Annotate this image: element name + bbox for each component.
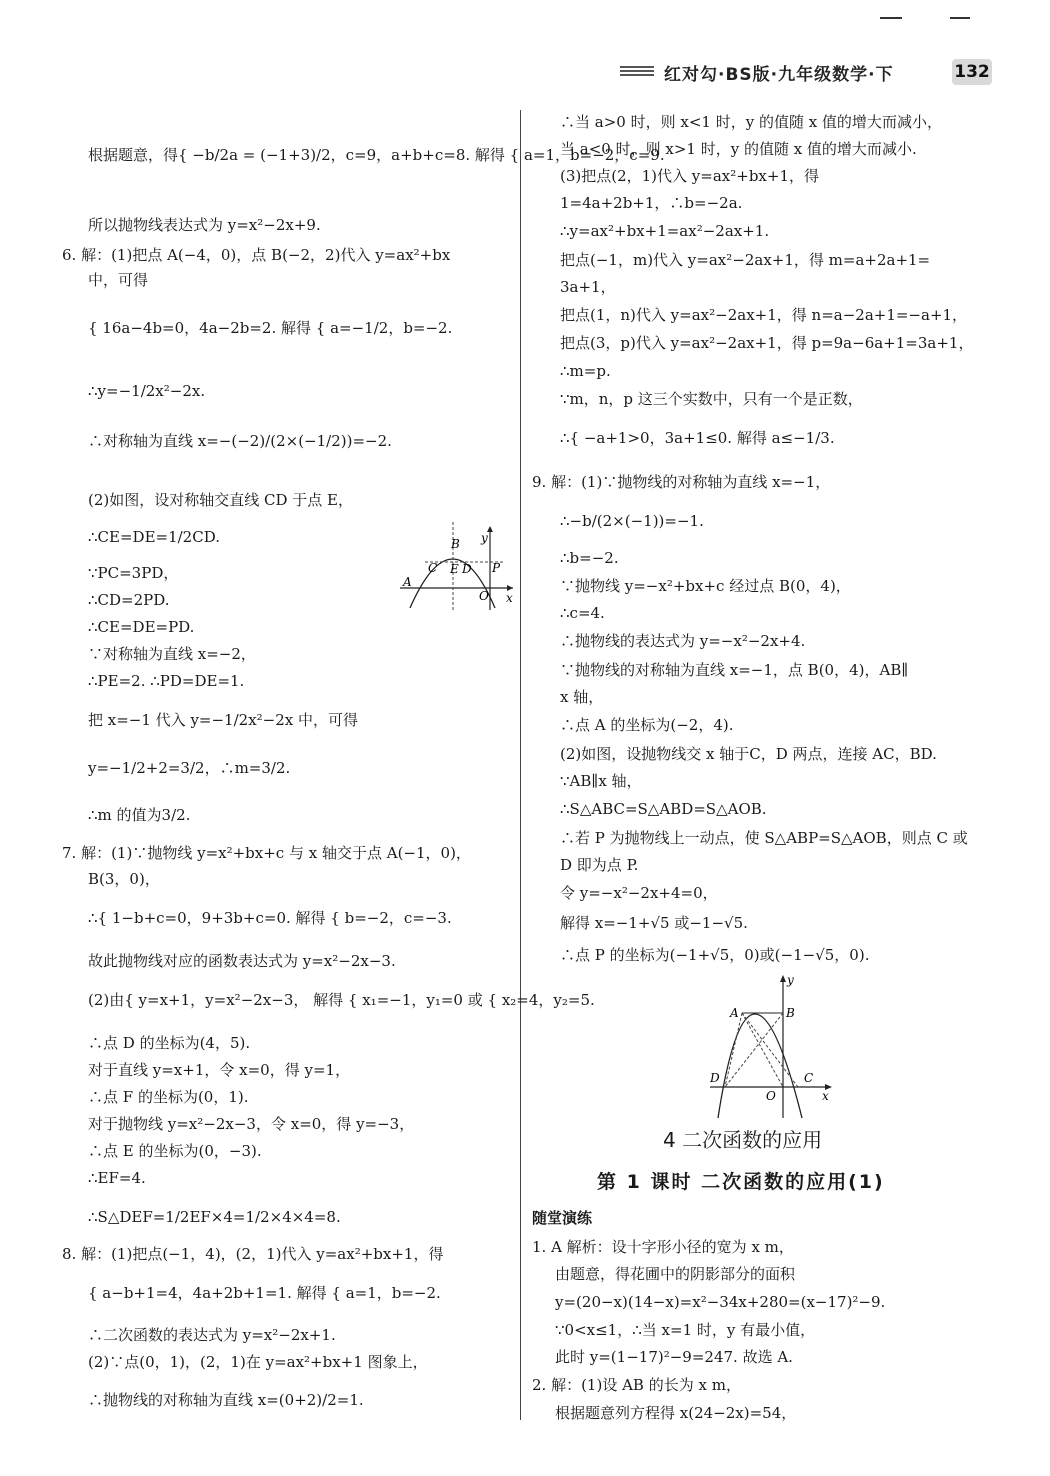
label-y: y xyxy=(787,973,794,987)
text-line: ∵AB∥x 轴， xyxy=(560,772,642,790)
text-line: ∵0<x≤1，∴当 x=1 时，y 有最小值， xyxy=(555,1321,816,1339)
text-line: 对于抛物线 y=x²−2x−3，令 x=0，得 y=−3， xyxy=(88,1115,415,1133)
text-line: ∴点 A 的坐标为(−2，4). xyxy=(560,716,734,734)
text-line: 对于直线 y=x+1，令 x=0，得 y=1， xyxy=(88,1061,351,1079)
practice-heading: 随堂演练 xyxy=(532,1209,593,1227)
text-line: ∴c=4. xyxy=(560,604,605,622)
label-b: B xyxy=(786,1006,795,1020)
text-line: ∴{ 1−b+c=0，9+3b+c=0. 解得 { b=−2，c=−3. xyxy=(88,909,452,927)
text-line: ∴S△ABC=S△ABD=S△AOB. xyxy=(560,800,767,818)
text-line: 当 a<0 时，则 x>1 时，y 的值随 x 值的增大而减小. xyxy=(560,140,917,158)
text-line: 把点(−1，m)代入 y=ax²−2ax+1，得 m=a+2a+1= xyxy=(560,251,931,269)
segment-ac xyxy=(742,1013,798,1087)
text-line: 把点(3，p)代入 y=ax²−2ax+1，得 p=9a−6a+1=3a+1， xyxy=(560,334,974,352)
label-o: O xyxy=(479,589,489,603)
text-line: 故此抛物线对应的函数表达式为 y=x²−2x−3. xyxy=(88,952,396,970)
text-line: 2. 解：(1)设 AB 的长为 x m， xyxy=(532,1376,741,1394)
text-line: ∴对称轴为直线 x=−(−2)/(2×(−1/2))=−2. xyxy=(88,432,392,450)
lesson-title: 第 1 课时 二次函数的应用(1) xyxy=(597,1171,885,1193)
parabola-figure-1 xyxy=(395,520,520,615)
y-axis-arrow xyxy=(780,975,786,982)
text-line: 7. 解：(1)∵抛物线 y=x²+bx+c 与 x 轴交于点 A(−1，0)， xyxy=(62,844,471,862)
text-line: ∴点 E 的坐标为(0，−3). xyxy=(88,1142,262,1160)
text-line: y=−1/2+2=3/2，∴m=3/2. xyxy=(88,759,291,777)
text-line: ∴PE=2. ∴PD=DE=1. xyxy=(88,672,245,690)
text-line: ∵对称轴为直线 x=−2， xyxy=(88,645,256,663)
label-e: E xyxy=(450,562,459,576)
column-divider xyxy=(520,110,521,1420)
text-line: ∴−b/(2×(−1))=−1. xyxy=(560,512,704,530)
label-d: D xyxy=(462,562,472,576)
text-line: 根据题意列方程得 x(24−2x)=54， xyxy=(555,1404,797,1422)
text-line: 把点(1，n)代入 y=ax²−2ax+1，得 n=a−2a+1=−a+1， xyxy=(560,306,968,324)
book-title: 红对勾·BS版·九年级数学·下 xyxy=(664,65,894,85)
text-line: (2)如图，设抛物线交 x 轴于C，D 两点，连接 AC，BD. xyxy=(560,745,937,763)
label-b: B xyxy=(451,537,460,551)
text-line: 中，可得 xyxy=(88,271,149,289)
section-title: 4 二次函数的应用 xyxy=(663,1128,823,1152)
text-line: ∴{ −a+1>0，3a+1≤0. 解得 a≤−1/3. xyxy=(560,429,835,447)
text-line: 8. 解：(1)把点(−1，4)，(2，1)代入 y=ax²+bx+1，得 xyxy=(62,1245,444,1263)
text-line: (2)如图，设对称轴交直线 CD 于点 E， xyxy=(88,491,354,509)
label-x: x xyxy=(506,591,513,605)
label-a: A xyxy=(730,1006,739,1020)
label-y: y xyxy=(481,531,488,545)
text-line: ∴y=ax²+bx+1=ax²−2ax+1. xyxy=(560,222,770,240)
text-line: ∴当 a>0 时，则 x<1 时，y 的值随 x 值的增大而减小， xyxy=(560,113,942,131)
text-line: 1. A 解析：设十字形小径的宽为 x m， xyxy=(532,1238,794,1256)
text-line: ∴二次函数的表达式为 y=x²−2x+1. xyxy=(88,1326,336,1344)
label-c: C xyxy=(428,561,438,575)
text-line: ∴点 P 的坐标为(−1+√5，0)或(−1−√5，0). xyxy=(560,946,870,964)
page-header xyxy=(600,58,1030,88)
text-line: (3)把点(2，1)代入 y=ax²+bx+1，得 xyxy=(560,167,820,185)
text-line: ∴EF=4. xyxy=(88,1169,146,1187)
top-marks xyxy=(880,6,980,12)
text-line: 令 y=−x²−2x+4=0， xyxy=(560,884,718,902)
text-line: ∴m 的值为3/2. xyxy=(88,806,191,824)
text-line: 6. 解：(1)把点 A(−4，0)，点 B(−2，2)代入 y=ax²+bx xyxy=(62,246,451,264)
label-a: A xyxy=(403,575,412,589)
text-line: { a−b+1=4，4a+2b+1=1. 解得 { a=1，b=−2. xyxy=(88,1284,441,1302)
text-line: 此时 y=(1−17)²−9=247. 故选 A. xyxy=(555,1348,793,1366)
text-line: ∴抛物线的表达式为 y=−x²−2x+4. xyxy=(560,632,806,650)
text-line: 3a+1， xyxy=(560,278,616,296)
text-line: x 轴， xyxy=(560,688,604,706)
text-line: ∴S△DEF=1/2EF×4=1/2×4×4=8. xyxy=(88,1208,341,1226)
label-x: x xyxy=(822,1089,829,1103)
text-line: 根据题意，得{ −b/2a = (−1+3)/2，c=9，a+b+c=8. 解得 { a=1，b=−2，c=9. xyxy=(88,146,665,164)
text-line: 1=4a+2b+1，∴b=−2a. xyxy=(560,194,743,212)
label-d: D xyxy=(710,1071,720,1085)
text-line: ∴b=−2. xyxy=(560,549,619,567)
header-decoration xyxy=(620,66,654,78)
segment-ao xyxy=(742,1013,783,1087)
text-line: (2)∵点(0，1)，(2，1)在 y=ax²+bx+1 图象上， xyxy=(88,1353,428,1371)
label-p: P xyxy=(492,561,501,575)
text-line: B(3，0)， xyxy=(88,870,160,888)
text-line: y=(20−x)(14−x)=x²−34x+280=(x−17)²−9. xyxy=(555,1293,886,1311)
text-line: ∴y=−1/2x²−2x. xyxy=(88,382,206,400)
text-line: ∵PC=3PD， xyxy=(88,564,179,582)
text-line: ∴CE=DE=PD. xyxy=(88,618,195,636)
page-number: 132 xyxy=(952,59,992,85)
text-line: ∴若 P 为抛物线上一动点，使 S△ABP=S△AOB，则点 C 或 xyxy=(560,829,968,847)
text-line: { 16a−4b=0，4a−2b=2. 解得 { a=−1/2，b=−2. xyxy=(88,319,453,337)
text-line: ∴点 D 的坐标为(4，5). xyxy=(88,1034,251,1052)
text-line: (2)由{ y=x+1，y=x²−2x−3， 解得 { x₁=−1，y₁=0 或 { x₂=4，y₂=5. xyxy=(88,991,595,1009)
parabola-curve xyxy=(718,1014,802,1118)
y-axis-arrow xyxy=(487,526,493,532)
text-line: 解得 x=−1+√5 或−1−√5. xyxy=(560,914,748,932)
text-line: ∴CE=DE=1/2CD. xyxy=(88,528,220,546)
text-line: 把 x=−1 代入 y=−1/2x²−2x 中，可得 xyxy=(88,711,359,729)
text-line: ∴抛物线的对称轴为直线 x=(0+2)/2=1. xyxy=(88,1391,364,1409)
text-line: ∴m=p. xyxy=(560,362,611,380)
text-line: D 即为点 P. xyxy=(560,856,639,874)
text-line: ∵抛物线 y=−x²+bx+c 经过点 B(0，4)， xyxy=(560,577,851,595)
text-line: ∴点 F 的坐标为(0，1). xyxy=(88,1088,249,1106)
text-line: 由题意，得花圃中的阴影部分的面积 xyxy=(555,1265,796,1283)
parabola-figure-2 xyxy=(700,970,840,1120)
text-line: ∴CD=2PD. xyxy=(88,591,170,609)
text-line: 9. 解：(1)∵抛物线的对称轴为直线 x=−1， xyxy=(532,473,831,491)
label-c: C xyxy=(804,1071,814,1085)
text-line: ∵抛物线的对称轴为直线 x=−1，点 B(0，4)，AB∥ xyxy=(560,661,909,679)
text-line: 所以抛物线表达式为 y=x²−2x+9. xyxy=(88,216,321,234)
label-o: O xyxy=(766,1089,776,1103)
text-line: ∵m，n，p 这三个实数中，只有一个是正数， xyxy=(560,390,863,408)
